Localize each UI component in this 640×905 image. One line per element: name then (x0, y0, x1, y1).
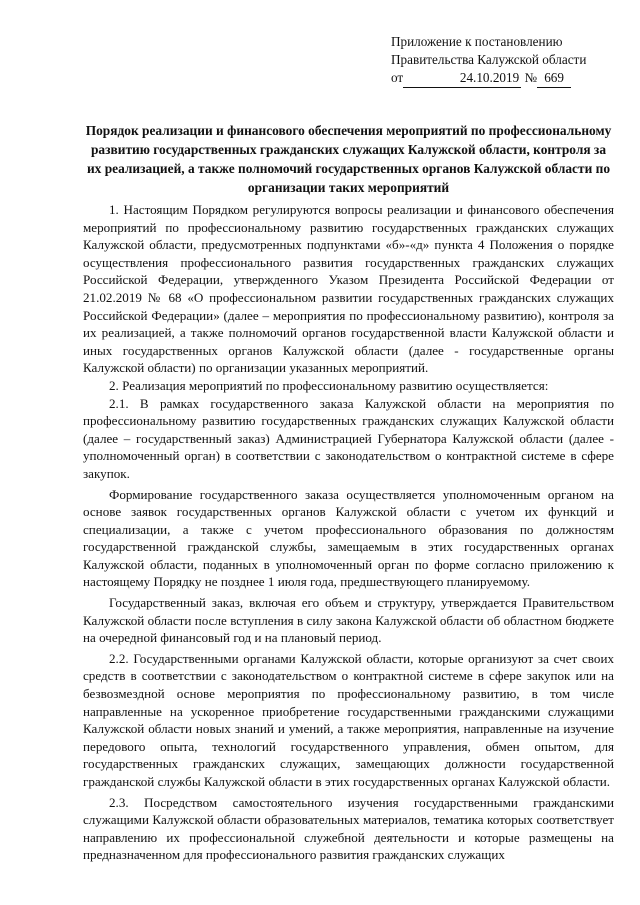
paragraph-2-2: 2.2. Государственными органами Калужской области, которые организуют за счет своих средств в соответствии с законодательством о контрактной системе в сфере закупок или на безвозмездной основе мероприятия по профессиональному развитию, в том числе направленные на ускоренное приобретение государственными гражданскими служащими Калужской области новых знаний и умений, а также мероприятия, направленные на изучение передового опыта, технологий государственного управления, обмен опытом, для государственных гражданских служащих, замещающих должности государственной гражданской службы Калужской области в этих государственных органах Калужской области. (83, 650, 614, 789)
appendix-line-1: Приложение к постановлению (391, 34, 563, 49)
paragraph-2-1-approval: Государственный заказ, включая его объем и структуру, утверждается Правительством Калужской области после вступления в силу закона Калужской области об областном бюджете на очередной финансовый год и на плановый период. (83, 595, 614, 646)
decree-number: 669 (537, 69, 571, 88)
paragraph-2-1-formation: Формирование государственного заказа осуществляется уполномоченным органом на основе заявок государственных органов Калужской области с учетом их функций и специализации, а также с учетом профессионального образования по должностям государственной гражданской службы, замещаемым в этих государственных органах Калужской области, поданных в уполномоченный орган по форме согласно приложению к настоящему Порядку не позднее 1 июля года, предшествующего планируемому. (83, 486, 614, 590)
paragraph-1: 1. Настоящим Порядком регулируются вопросы реализации и финансового обеспечения мероприятий по профессиональному развитию государственных гражданских служащих Калужской области, предусмотренных подпунктами «б»-«д» пункта 4 Положения о порядке осуществления профессионального развития государственных гражданских служащих Российской Федерации, утвержденного Указом Президента Российской Федерации от 21.02.2019 № 68 «О профессиональном развитии государственных гражданских служащих Российской Федерации» (далее – мероприятия по профессиональному развитию), контроля за их реализацией, а также полномочий органов государственной власти Калужской области и иных государственных органов Калужской области (далее - государственные органы Калужской области) по организации указанных мероприятий. (83, 202, 614, 376)
paragraph-2-1: 2.1. В рамках государственного заказа Калужской области на мероприятия по профессиональному развитию государственных гражданских служащих Калужской области (далее – государственный заказ) Администрацией Губернатора Калужской области (далее - уполномоченный орган) в соответствии с законодательством о контрактной системе в сфере закупок. (83, 395, 614, 481)
paragraph-2: 2. Реализация мероприятий по профессиональному развитию осуществляется: (109, 377, 549, 393)
document-title: Порядок реализации и финансового обеспечения мероприятий по профессиональному развитию государственных гражданских служащих Калужской области, контроля за их реализацией, а также полномочий государственных органов Калужской области по организации таких мероприятий (85, 123, 612, 195)
paragraph-2-3: 2.3. Посредством самостоятельного изучения государственными гражданскими служащими Калужской области образовательных материалов, тематика которых соответствует направлению их профессиональной служебной деятельности и которые размещены на предназначенном для профессионального развития гражданских служащих (83, 794, 614, 863)
appendix-block (391, 33, 586, 88)
document-body (83, 201, 614, 864)
number-label: № (524, 70, 538, 85)
decree-date: 24.10.2019 (403, 69, 521, 88)
appendix-line-2: Правительства Калужской области (391, 52, 587, 67)
appendix-date-line (391, 69, 586, 88)
from-label: от (391, 70, 404, 85)
